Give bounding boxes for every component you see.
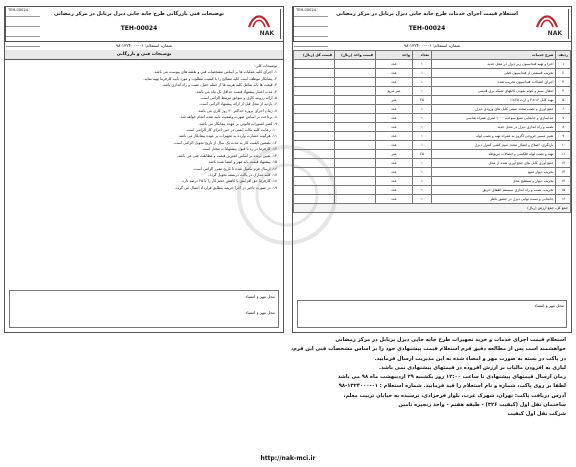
table-cell: ۱ xyxy=(413,114,432,123)
form-code-cell xyxy=(6,27,40,37)
table-cell: ۵ xyxy=(556,96,571,105)
note-line: ۱۱- هرگونه خسارت وارده به تجهیزات بر عهده پیمانکار می باشد. xyxy=(177,134,277,139)
section-title: توضیحات فنی و بازرگانی xyxy=(5,50,283,60)
form-code-box xyxy=(5,7,40,41)
signature-label: محل مهر و امضاء xyxy=(245,310,275,315)
table-row xyxy=(294,60,571,69)
table-cell: عدد xyxy=(376,69,413,78)
note-line: ۱۹- در صورت تاخیر در اجرا جریمه مطابق قرارداد اعمال می گردد. xyxy=(174,185,277,190)
table-row xyxy=(294,123,571,132)
table-cell: متر مربع xyxy=(376,87,413,96)
table-cell: ۱۰ xyxy=(556,141,571,150)
table-cell xyxy=(294,114,335,123)
announcement-text xyxy=(10,336,566,420)
table-cell xyxy=(335,96,376,105)
table-cell xyxy=(335,60,376,69)
table-cell xyxy=(335,87,376,96)
table-cell: ۱۱ xyxy=(556,150,571,159)
table-cell: بازنگری، اصلاح و اتصال مجدد سیم کشی کنترل دیزل xyxy=(432,141,556,150)
table-row xyxy=(294,114,571,123)
note-line: ۱۴- تعیین برنده بر اساس کمترین قیمت و مطابقت فنی می باشد. xyxy=(176,153,277,158)
form-code: TEH-00024 xyxy=(408,25,446,32)
table-cell xyxy=(294,78,335,87)
signature-area xyxy=(9,290,279,328)
logo-mark-icon xyxy=(246,11,272,31)
watermark-icon xyxy=(232,140,342,250)
table-cell: ۱ xyxy=(413,186,432,195)
table-cell: عدد xyxy=(376,60,413,69)
form-code-cell xyxy=(294,27,328,37)
announcement-line: ساختمان نقل اول (کیفیت ۳۲۶) - طبقه هفتم - واحد زنجیره تامین xyxy=(398,402,566,409)
company-logo xyxy=(524,9,569,39)
table-cell xyxy=(294,60,335,69)
table-cell: ۲۵ xyxy=(413,150,432,159)
logo-text: NAK xyxy=(259,30,274,37)
note-line: ۱۵- پیشنهاد قیمت باید مهر و امضا شده باشد. xyxy=(207,160,277,165)
table-cell xyxy=(335,105,376,114)
announcement-line: لطفا بر روی پاکت، شماره و نام استعلام را قید فرمایید. شماره استعلام : ۰۱-۱۳۲۴۰۰۰-۹۸ xyxy=(338,383,566,390)
note-line: ۳- قیمت ها باید شامل کلیه هزینه ها از جمله حمل، نصب و راه اندازی باشد. xyxy=(161,83,277,88)
table-cell: ۱ xyxy=(413,123,432,132)
table-cell xyxy=(335,123,376,132)
column-header: قیمت واحد (ریال) xyxy=(335,51,376,60)
table-cell: عدد xyxy=(376,141,413,150)
table-cell: عدد xyxy=(376,78,413,87)
website-link[interactable]: http://nak-mci.ir xyxy=(260,455,316,462)
table-cell: ۱۳ xyxy=(556,168,571,177)
form-code-cell xyxy=(294,17,328,27)
table-cell xyxy=(294,123,335,132)
table-cell: ۱ xyxy=(413,177,432,186)
announcement-line: استعلام قیمت اجرای خدمات و خرید تجهیزات طرح جابه جایی دیزل پرتابل در مرکز رمضانی xyxy=(335,337,566,343)
form-code-cell: TEH-00024 xyxy=(6,7,40,17)
table-cell: عدد xyxy=(376,123,413,132)
table-cell: تخریب دیوار و تسطیح محل xyxy=(432,177,556,186)
table-header-row xyxy=(294,51,571,60)
announcement-line: شرکت نقل اول کیفیت xyxy=(507,411,566,418)
table-cell: متر xyxy=(376,96,413,105)
table-cell: تهیه کابل ۱۶×۴ و ارت ۲۵×۱ xyxy=(432,96,556,105)
table-cell: ۱ xyxy=(413,159,432,168)
table-cell: ۱ xyxy=(556,60,571,69)
table-cell: ۱ xyxy=(413,69,432,78)
table-cell: اجرا و تهیه فنداسیون زیر دیزل در محل جدید xyxy=(432,60,556,69)
note-line: ۵- ارائه رزومه کاری و سوابق مرتبط الزامی است. xyxy=(199,96,277,101)
table-row xyxy=(294,96,571,105)
table-cell: ۱۵ xyxy=(556,186,571,195)
table-cell: عدد xyxy=(376,177,413,186)
table-cell: ۱ xyxy=(413,105,432,114)
logo-text: NAK xyxy=(547,30,562,37)
table-row xyxy=(294,78,571,87)
note-line: ۶- بازدید از محل قبل از ارائه پیشنهاد الزامی است. xyxy=(199,102,277,107)
sheet-title: استعلام قیمت اجرای خدمات طرح جابه جایی دیزل پرتابل در مرکز رمضانی xyxy=(336,11,518,17)
note-line: ۱۷- کلیه مدارک در پاکت دربسته تحویل گردد. xyxy=(208,172,277,177)
table-cell: ۱۴ xyxy=(556,177,571,186)
table-cell: ۱ xyxy=(413,78,432,87)
logo-mark-icon xyxy=(534,11,560,31)
note-line: ۱- اجرای کلیه عملیات ها بر اساس مشخصات فنی و نقشه های پیوست می باشد. xyxy=(153,70,277,75)
column-header: شرح خدمات xyxy=(432,51,556,60)
table-row xyxy=(294,105,571,114)
table-cell: ۲ xyxy=(556,69,571,78)
form-code: TEH-00024 xyxy=(120,25,158,32)
note-line: ۴- مدت اعتبار پیشنهاد قیمت حداقل یک ماه می باشد. xyxy=(195,89,277,94)
table-cell: ۱ xyxy=(413,168,432,177)
note-line: ۸- پرداخت بر اساس صورت وضعیت تایید شده انجام خواهد شد. xyxy=(179,115,277,120)
table-cell: ۱ xyxy=(413,60,432,69)
company-logo xyxy=(236,9,281,39)
note-line: ۹- کسر کسورات قانونی بر عهده پیمانکار می باشد. xyxy=(198,121,277,126)
table-cell: ۲۵ xyxy=(413,96,432,105)
table-cell: ۶ xyxy=(556,105,571,114)
table-cell: ۹ xyxy=(556,132,571,141)
table-cell: تخریب دیوار منبع xyxy=(432,168,556,177)
table-cell xyxy=(294,105,335,114)
table-cell: عدد xyxy=(376,132,413,141)
table-cell xyxy=(335,78,376,87)
sum-label: جمع کل، جمع ارزش (ریال) xyxy=(294,204,571,213)
table-cell: ۱ xyxy=(413,132,432,141)
form-code-cell: TEH-00024 xyxy=(294,7,328,17)
note-line: ۱۰- رعایت کلیه نکات ایمنی در حین اجرای کار الزامی است. xyxy=(185,128,277,133)
table-cell xyxy=(335,114,376,123)
column-header: تعداد xyxy=(413,51,432,60)
table-cell: ۱ xyxy=(413,87,432,96)
table-cell: نصب و راه اندازی دیزل در محل جدید xyxy=(432,123,556,132)
announcement-line: لیازی به افزودن مالیات بر ارزش افزوده در قیمتهای پیشنهادی نمی باشد. xyxy=(378,364,566,371)
table-cell xyxy=(294,96,335,105)
signature-label: محل مهر و امضاء xyxy=(245,294,275,299)
table-cell: ۱ xyxy=(413,141,432,150)
sheet-title: توضیحات فنی بازرگانی طرح جابه جایی دیزل پرتابل در مرکز رمضانی xyxy=(54,11,224,17)
stamp-label: محل مهر و امضاء xyxy=(534,303,564,308)
table-row xyxy=(294,87,571,96)
table-cell: ۸ xyxy=(556,123,571,132)
form-code-box xyxy=(293,7,328,41)
note-line: ۱۶- ارسال فرم تکمیل شده تا تاریخ مقرر الزامی است. xyxy=(193,166,277,171)
table-cell: تهیه و نصب لوله فلکسی و اتصالات مربوطه xyxy=(432,150,556,159)
note-line: ۱۳- کارفرما در رد یا قبول پیشنهادات مختار است. xyxy=(201,147,277,152)
table-cell: جداسازی و جابجایی منبع سوخت ۱۰۰۰ لیتری همراه شاسی xyxy=(432,114,556,123)
table-cell: عدد xyxy=(376,114,413,123)
table-cell: عدد xyxy=(376,195,413,204)
table-cell: اجرای اتصالات فنداسیون تخریب شده xyxy=(432,78,556,87)
table-cell: متر xyxy=(376,150,413,159)
note-line: توضیحات کلی: xyxy=(254,64,277,68)
table-cell: ۷ xyxy=(556,114,571,123)
table-cell xyxy=(294,87,335,96)
table-cell: جابجایی و تست نهایی دیزل در حضور ناظر xyxy=(432,195,556,204)
table-cell: عدد xyxy=(376,105,413,114)
table-cell: عدد xyxy=(376,186,413,195)
note-line: ۱۸- کارفرما حق افزایش یا کاهش حجم کار را تا ۲۵ درصد دارد. xyxy=(181,179,277,184)
stamp-box xyxy=(297,300,567,328)
table-cell: ۱۶ xyxy=(556,195,571,204)
table-cell xyxy=(335,69,376,78)
table-cell: ۱۲ xyxy=(556,159,571,168)
sheet-header xyxy=(5,7,283,42)
announcement-line: خواهشمند است پس از مطالعه دقیق فرم استعلام قیمت پیشنهادی خود را بر اساس مشخصات فنی این فرم، xyxy=(291,346,566,353)
inquiry-number: شماره استعلام: ۰۱-۱۳۲۴۰۰۰-۹۸ xyxy=(5,41,283,51)
table-row xyxy=(294,69,571,78)
note-line: ۷- زمان اجرای پروژه حداکثر ۳۰ روز کاری می باشد. xyxy=(197,108,277,113)
note-line: ۱۲- تضمین کیفیت کار به مدت یک سال از تاریخ تحویل الزامی است. xyxy=(173,140,277,145)
form-code-cell xyxy=(6,17,40,27)
table-cell: جمع آوری و نصب مجدد سینی کابل های ورودی دیزل xyxy=(432,105,556,114)
sheet-header xyxy=(293,7,571,42)
announcement-line: زمان ارسال قیمتهای پیشنهادی تا ساعت ۱۲:۰۰ روز یکشنبه ۲۹ اردیبهشت ماه ۹۸ می باشد xyxy=(337,374,566,381)
table-cell: انتقال سیم و کوله نمودن کابلهای شبکه برق قدیمی xyxy=(432,87,556,96)
inquiry-number: شماره استعلام: ۰۱-۱۳۲۴۰۰۰-۹۸ xyxy=(293,41,571,51)
note-line: ۲- پیمانکار موظف است کلیه مصالح را با کیفیت مطلوب و مورد تایید کارفرما تهیه نماید. xyxy=(143,76,277,81)
table-cell: تخریب قسمتی از فنداسیون قبلی xyxy=(432,69,556,78)
table-cell xyxy=(294,69,335,78)
column-header: واحد xyxy=(376,51,413,60)
table-cell: ۱ xyxy=(413,195,432,204)
announcement-line: آدرس دریافت پاکت: تهران، شهرک غرب، بلوار فرحزادی، نرسیده به خیابان تربیت معلم، xyxy=(343,392,566,399)
table-cell: ۳ xyxy=(556,78,571,87)
table-cell: جمع آوری کابل های جمع آوری شده از محل xyxy=(432,159,556,168)
announcement-line: در پاکت در بسته به صورت مهر و امضاء شده به این مدیریت ارسال فرمایید. xyxy=(374,355,566,362)
table-cell: عدد xyxy=(376,159,413,168)
column-header: قیمت کل (ریال) xyxy=(294,51,335,60)
column-header: ردیف xyxy=(556,51,571,60)
table-cell: تغییر مسیر خروجی اگزوز به همراه تهیه و نصب لوله xyxy=(432,132,556,141)
table-cell: تخریب، نصب و راه اندازی سیستم اطفای حریق xyxy=(432,186,556,195)
table-cell: ۴ xyxy=(556,87,571,96)
table-cell: عدد xyxy=(376,168,413,177)
